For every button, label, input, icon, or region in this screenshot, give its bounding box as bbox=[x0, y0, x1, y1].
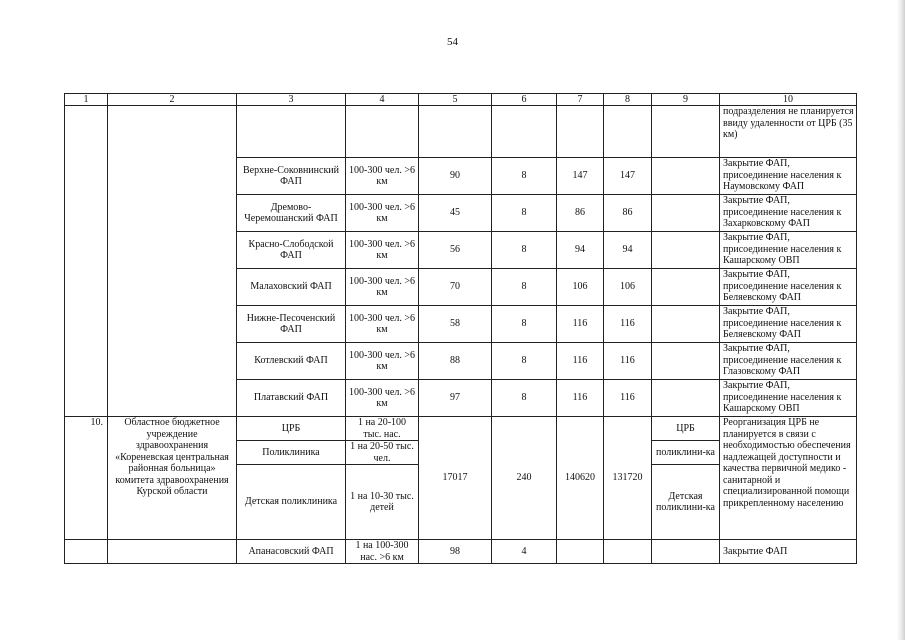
col-header: 4 bbox=[346, 94, 419, 106]
type-cell: ЦРБ bbox=[652, 417, 720, 441]
header-row bbox=[65, 94, 857, 106]
value-cell: 131720 bbox=[604, 417, 652, 540]
col-header: 10 bbox=[720, 94, 857, 106]
page-number: 54 bbox=[447, 36, 458, 48]
value-cell: 90 bbox=[419, 158, 492, 195]
type-cell: поликлини-ка bbox=[652, 441, 720, 465]
note-cell: Закрытие ФАП, присоединение населения к Беляевскому ФАП bbox=[720, 269, 857, 306]
value-cell: 8 bbox=[492, 343, 557, 380]
value-cell: 147 bbox=[557, 158, 604, 195]
value-cell: 116 bbox=[604, 380, 652, 417]
value-cell: 94 bbox=[604, 232, 652, 269]
value-cell: 116 bbox=[557, 306, 604, 343]
value-cell: 116 bbox=[604, 343, 652, 380]
value-cell: 116 bbox=[557, 380, 604, 417]
fap-name: Котлевский ФАП bbox=[237, 343, 346, 380]
norm-cell: 100-300 чел. >6 км bbox=[346, 195, 419, 232]
col-header: 8 bbox=[604, 94, 652, 106]
norm-cell: 100-300 чел. >6 км bbox=[346, 232, 419, 269]
page-edge-shadow bbox=[897, 0, 905, 640]
col-header: 3 bbox=[237, 94, 346, 106]
col-header: 9 bbox=[652, 94, 720, 106]
col-header: 1 bbox=[65, 94, 108, 106]
value-cell: 8 bbox=[492, 158, 557, 195]
value-cell: 8 bbox=[492, 380, 557, 417]
value-cell: 17017 bbox=[419, 417, 492, 540]
norm-cell: 1 на 20-50 тыс. чел. bbox=[346, 441, 419, 465]
org-name: Областное бюджетное учреждение здравоохранения «Кореневская центральная районная больница» комитета здравоохранения Курской области bbox=[108, 417, 237, 540]
value-cell: 8 bbox=[492, 195, 557, 232]
fap-name: Нижне-Песоченский ФАП bbox=[237, 306, 346, 343]
note-cell: Закрытие ФАП, присоединение населения к Кашарскому ОВП bbox=[720, 232, 857, 269]
unit-name: Детская поликлиника bbox=[237, 465, 346, 540]
value-cell: 98 bbox=[419, 540, 492, 564]
table-row bbox=[65, 106, 857, 158]
value-cell: 56 bbox=[419, 232, 492, 269]
value-cell: 8 bbox=[492, 306, 557, 343]
note-cell: Реорганизация ЦРБ не планируется в связи с необходимостью обеспечения надлежащей доступности и качества первичной медико - санитарной и специализированной помощи прикрепленному населению bbox=[720, 417, 857, 540]
value-cell: 147 bbox=[604, 158, 652, 195]
fap-name: Дремово-Черемошанский ФАП bbox=[237, 195, 346, 232]
norm-cell: 100-300 чел. >6 км bbox=[346, 380, 419, 417]
value-cell: 8 bbox=[492, 232, 557, 269]
fap-name: Красно-Слободской ФАП bbox=[237, 232, 346, 269]
value-cell: 97 bbox=[419, 380, 492, 417]
unit-name: ЦРБ bbox=[237, 417, 346, 441]
value-cell: 88 bbox=[419, 343, 492, 380]
cell-empty-org bbox=[108, 106, 237, 417]
value-cell: 58 bbox=[419, 306, 492, 343]
note-cell: Закрытие ФАП, присоединение населения к Беляевскому ФАП bbox=[720, 306, 857, 343]
value-cell: 240 bbox=[492, 417, 557, 540]
value-cell: 94 bbox=[557, 232, 604, 269]
fap-name: Платавский ФАП bbox=[237, 380, 346, 417]
table-row bbox=[65, 417, 857, 441]
note-cell: Закрытие ФАП, присоединение населения к Кашарскому ОВП bbox=[720, 380, 857, 417]
col-header: 7 bbox=[557, 94, 604, 106]
value-cell: 116 bbox=[557, 343, 604, 380]
value-cell: 140620 bbox=[557, 417, 604, 540]
row-number: 10. bbox=[65, 417, 108, 540]
type-cell: Детская поликлини-ка bbox=[652, 465, 720, 540]
col-header: 5 bbox=[419, 94, 492, 106]
norm-cell: 1 на 10-30 тыс. детей bbox=[346, 465, 419, 540]
value-cell: 86 bbox=[557, 195, 604, 232]
col-header: 2 bbox=[108, 94, 237, 106]
value-cell: 70 bbox=[419, 269, 492, 306]
col-header: 6 bbox=[492, 94, 557, 106]
note-cell: Закрытие ФАП, присоединение населения к Захарковскому ФАП bbox=[720, 195, 857, 232]
value-cell: 45 bbox=[419, 195, 492, 232]
value-cell: 106 bbox=[557, 269, 604, 306]
norm-cell: 100-300 чел. >6 км bbox=[346, 306, 419, 343]
norm-cell: 100-300 чел. >6 км bbox=[346, 158, 419, 195]
note-cell: подразделения не планируется ввиду удаленности от ЦРБ (35 км) bbox=[720, 106, 857, 158]
value-cell: 116 bbox=[604, 306, 652, 343]
norm-cell: 1 на 20-100 тыс. нас. bbox=[346, 417, 419, 441]
note-cell: Закрытие ФАП, присоединение населения к Наумовскому ФАП bbox=[720, 158, 857, 195]
value-cell: 4 bbox=[492, 540, 557, 564]
value-cell: 106 bbox=[604, 269, 652, 306]
norm-cell: 100-300 чел. >6 км bbox=[346, 343, 419, 380]
fap-name: Малаховский ФАП bbox=[237, 269, 346, 306]
unit-name: Поликлиника bbox=[237, 441, 346, 465]
table-row bbox=[65, 540, 857, 564]
fap-name: Верхне-Соковнинский ФАП bbox=[237, 158, 346, 195]
note-cell: Закрытие ФАП, присоединение населения к Глазовскому ФАП bbox=[720, 343, 857, 380]
note-cell: Закрытие ФАП bbox=[720, 540, 857, 564]
value-cell: 86 bbox=[604, 195, 652, 232]
norm-cell: 100-300 чел. >6 км bbox=[346, 269, 419, 306]
document-table bbox=[64, 93, 857, 564]
norm-cell: 1 на 100-300 нас. >6 км bbox=[346, 540, 419, 564]
cell-empty-num bbox=[65, 106, 108, 417]
fap-name: Апанасовский ФАП bbox=[237, 540, 346, 564]
value-cell: 8 bbox=[492, 269, 557, 306]
